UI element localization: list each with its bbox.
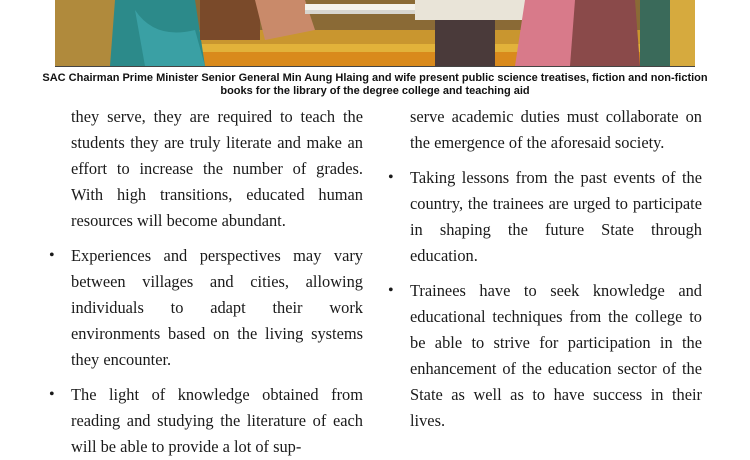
continued-paragraph: serve academic duties must collaborate on the emergence of the aforesaid society. — [410, 107, 702, 152]
list-item: • Experiences and perspectives may vary between villages and cities, allowing individuals to adapt their work environments based on the living systems they encounter. — [71, 243, 363, 373]
bullet-list — [71, 243, 363, 460]
list-item: • The light of knowledge obtained from reading and studying the literature of each will be able to provide a lot of sup- — [71, 382, 363, 460]
photo-caption: SAC Chairman Prime Minister Senior General Min Aung Hlaing and wife present public science treatises, fiction and non-fiction books for the library of the degree college and teaching aid — [42, 72, 708, 97]
bullet-list — [410, 165, 702, 434]
left-column — [71, 104, 363, 460]
list-item: • Trainees have to seek knowledge and educational techniques from the college to be able to strive for participation in the enhancement of the education sector of the State as well as to have success in their lives. — [410, 278, 702, 434]
news-photo — [55, 0, 695, 67]
list-item: • Taking lessons from the past events of the country, the trainees are urged to participate in shaping the future State through education. — [410, 165, 702, 269]
right-column — [410, 104, 702, 434]
continued-paragraph: they serve, they are required to teach the students they are truly literate and make an effort to increase the number of grades. With high transitions, educated human resources will become abundant. — [71, 107, 363, 230]
